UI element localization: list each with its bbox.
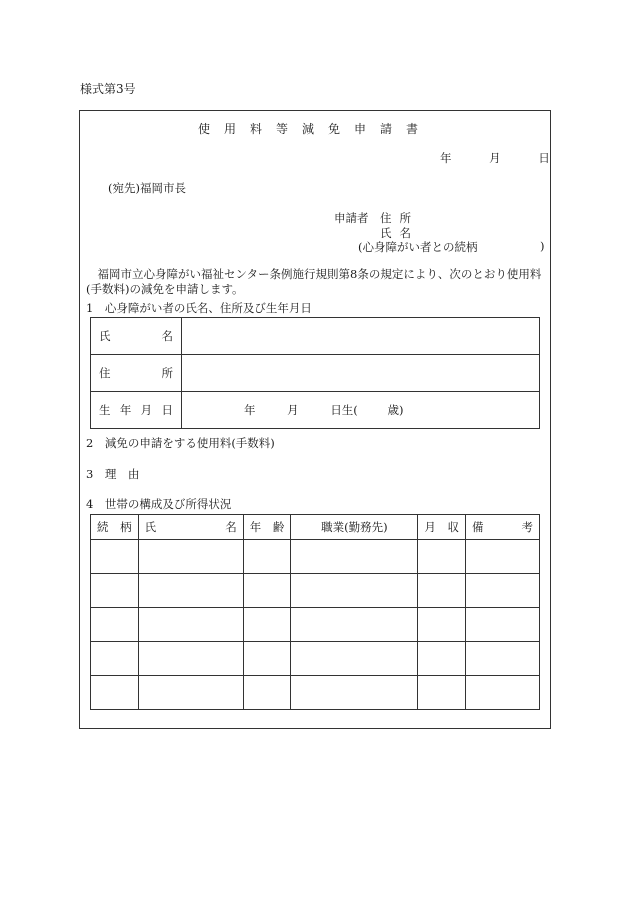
household-cell-age[interactable] [243, 540, 291, 574]
person-address-row [91, 355, 540, 392]
household-body [91, 540, 540, 710]
household-cell-income[interactable] [418, 676, 466, 710]
col-income-header: 月 収 [418, 515, 466, 540]
person-name-row [91, 318, 540, 355]
household-cell-income[interactable] [418, 608, 466, 642]
person-birth-label: 生 年 月 日 [91, 392, 182, 429]
birth-year-label: 年 [244, 403, 256, 417]
section-4-heading: 4 世帯の構成及び所得状況 [86, 497, 232, 511]
applicant-address-label: 住所 [380, 211, 419, 225]
section-1-heading: 1 心身障がい者の氏名、住所及び生年月日 [86, 301, 312, 315]
household-cell-occupation[interactable] [291, 608, 418, 642]
household-cell-name[interactable] [138, 574, 243, 608]
household-cell-income[interactable] [418, 642, 466, 676]
col-age-header: 年 齢 [243, 515, 291, 540]
applicant-label: 申請者 [334, 211, 369, 225]
col-remarks-header: 備 考 [466, 515, 540, 540]
household-cell-remarks[interactable] [466, 540, 540, 574]
household-cell-remarks[interactable] [466, 676, 540, 710]
application-statement: 福岡市立心身障がい福祉センター条例施行規則第8条の規定により、次のとおり使用料(手数料)の減免を申請します。 [86, 267, 542, 296]
household-cell-income[interactable] [418, 574, 466, 608]
household-cell-age[interactable] [243, 574, 291, 608]
form-title: 使用料等減免申請書 [197, 122, 432, 136]
household-cell-relation[interactable] [91, 540, 139, 574]
section-2-heading: 2 減免の申請をする使用料(手数料) [86, 436, 275, 450]
date-line [440, 150, 550, 166]
household-cell-income[interactable] [418, 540, 466, 574]
household-cell-name[interactable] [138, 608, 243, 642]
applicant-name-label: 氏名 [380, 226, 419, 240]
person-birth-field[interactable] [182, 392, 540, 429]
household-cell-name[interactable] [138, 676, 243, 710]
household-row [91, 574, 540, 608]
household-cell-occupation[interactable] [291, 540, 418, 574]
household-cell-remarks[interactable] [466, 608, 540, 642]
household-cell-relation[interactable] [91, 574, 139, 608]
household-cell-relation[interactable] [91, 642, 139, 676]
household-cell-relation[interactable] [91, 608, 139, 642]
birth-day-label: 日生( [330, 403, 358, 417]
household-cell-name[interactable] [138, 540, 243, 574]
household-row [91, 540, 540, 574]
household-cell-name[interactable] [138, 642, 243, 676]
person-birth-row [91, 392, 540, 429]
household-row [91, 608, 540, 642]
household-cell-occupation[interactable] [291, 574, 418, 608]
date-day-label: 日 [538, 151, 550, 165]
household-row [91, 642, 540, 676]
household-row [91, 676, 540, 710]
person-address-label: 住 所 [91, 355, 182, 392]
birth-age-label: 歳) [387, 403, 404, 417]
household-cell-relation[interactable] [91, 676, 139, 710]
section-3-heading: 3 理 由 [86, 467, 140, 481]
person-info-table [90, 317, 540, 429]
birth-month-label: 月 [287, 403, 299, 417]
col-name-header: 氏 名 [138, 515, 243, 540]
col-occupation-header: 職業(勤務先) [291, 515, 418, 540]
household-cell-occupation[interactable] [291, 676, 418, 710]
household-cell-age[interactable] [243, 608, 291, 642]
date-month-label: 月 [489, 151, 501, 165]
addressee: (宛先)福岡市長 [108, 181, 186, 195]
household-cell-age[interactable] [243, 642, 291, 676]
person-address-field[interactable] [182, 355, 540, 392]
household-table [90, 514, 540, 710]
household-cell-age[interactable] [243, 676, 291, 710]
person-name-label: 氏 名 [91, 318, 182, 355]
date-year-label: 年 [440, 151, 452, 165]
person-name-field[interactable] [182, 318, 540, 355]
household-cell-occupation[interactable] [291, 642, 418, 676]
applicant-relation-label: (心身障がい者との続柄 [358, 240, 478, 254]
household-header-row [91, 515, 540, 540]
household-cell-remarks[interactable] [466, 642, 540, 676]
applicant-relation-close: ) [540, 239, 545, 253]
col-relation-header: 続 柄 [91, 515, 139, 540]
form-number: 様式第3号 [80, 82, 136, 96]
household-cell-remarks[interactable] [466, 574, 540, 608]
